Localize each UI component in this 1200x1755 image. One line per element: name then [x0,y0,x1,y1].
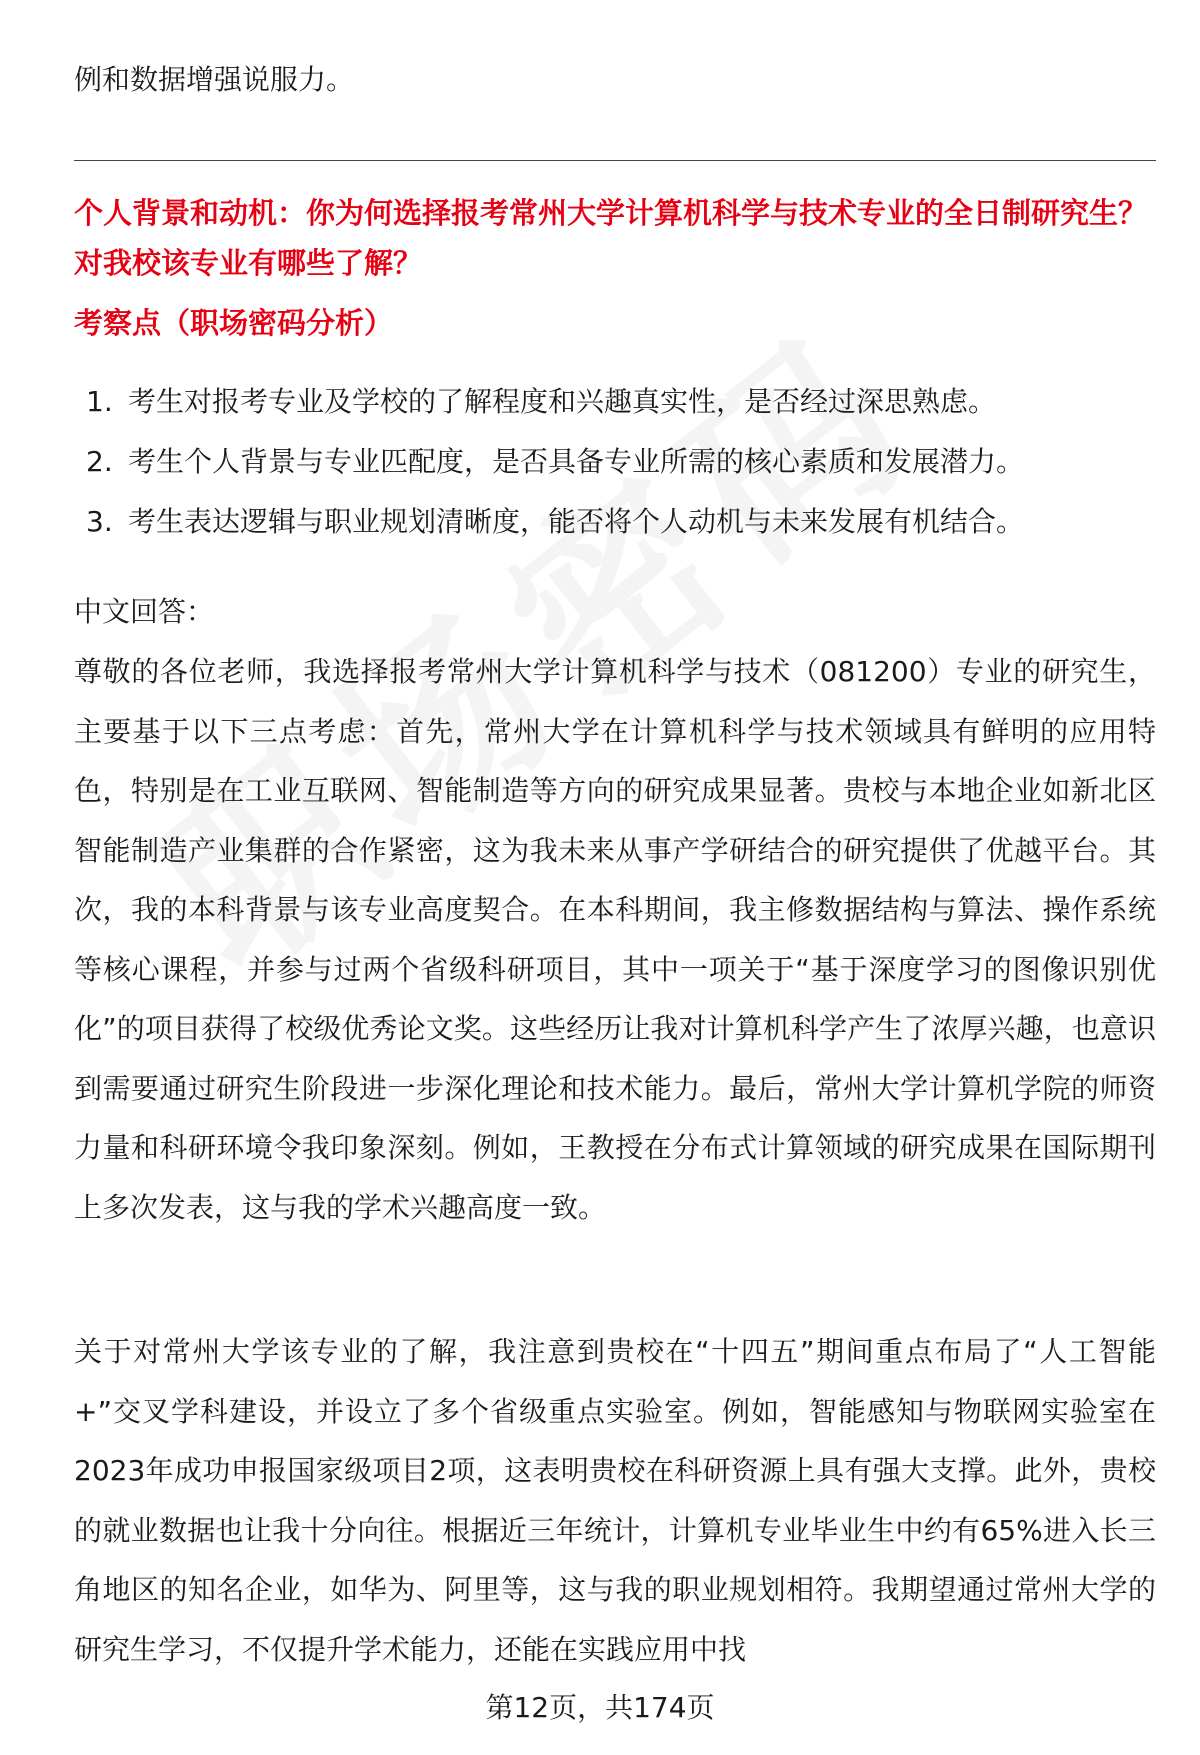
assessment-points-list [74,372,1154,552]
answer-label: 中文回答： [74,595,215,628]
intro-tail-text: 例和数据增强说服力。 [74,63,355,96]
answer-paragraph-1: 尊敬的各位老师，我选择报考常州大学计算机科学与技术（081200）专业的研究生，主要基于以下三点考虑：首先，常州大学在计算机科学与技术领域具有鲜明的应用特色，特别是在工业互联网、智能制造等方向的研究成果显著。贵校与本地企业如新北区智能制造产业集群的合作紧密，这为我未来从事产学研结合的研究提供了优越平台。其次，我的本科背景与该专业高度契合。在本科期间，我主修数据结构与算法、操作系统等核心课程，并参与过两个省级科研项目，其中一项关于“基于深度学习的图像识别优化”的项目获得了校级优秀论文奖。这些经历让我对计算机科学产生了浓厚兴趣，也意识到需要通过研究生阶段进一步深化理论和技术能力。最后，常州大学计算机学院的师资力量和科研环境令我印象深刻。例如，王教授在分布式计算领域的研究成果在国际期刊上多次发表，这与我的学术兴趣高度一致。 [74,655,1156,1224]
point-number: 2. [86,445,113,478]
assessment-point [74,372,1154,432]
point-text: 考生表达逻辑与职业规划清晰度，能否将个人动机与未来发展有机结合。 [128,505,1025,538]
point-text: 考生对报考专业及学校的了解程度和兴趣真实性，是否经过深思熟虑。 [128,385,997,418]
assessment-heading: 考察点（职场密码分析） [74,306,394,340]
answer-paragraph-2: 关于对常州大学该专业的了解，我注意到贵校在“十四五”期间重点布局了“人工智能+”交叉学科建设，并设立了多个省级重点实验室。例如，智能感知与物联网实验室在2023年成功申报国家级项目2项，这表明贵校在科研资源上具有强大支撑。此外，贵校的就业数据也让我十分向往。根据近三年统计，计算机专业毕业生中约有65%进入长三角地区的知名企业，如华为、阿里等，这与我的职业规划相符。我期望通过常州大学的研究生学习，不仅提升学术能力，还能在实践应用中找 [74,1335,1156,1666]
assessment-point [74,432,1154,492]
point-number: 1. [86,385,113,418]
point-number: 3. [86,505,113,538]
question-heading: 个人背景和动机：你为何选择报考常州大学计算机科学与技术专业的全日制研究生？对我校该专业有哪些了解？ [74,196,1148,280]
point-text: 考生个人背景与专业匹配度，是否具备专业所需的核心素质和发展潜力。 [128,445,1025,478]
section-divider [74,160,1156,161]
page-number-footer: 第12页，共174页 [485,1691,715,1724]
assessment-point [74,492,1154,552]
